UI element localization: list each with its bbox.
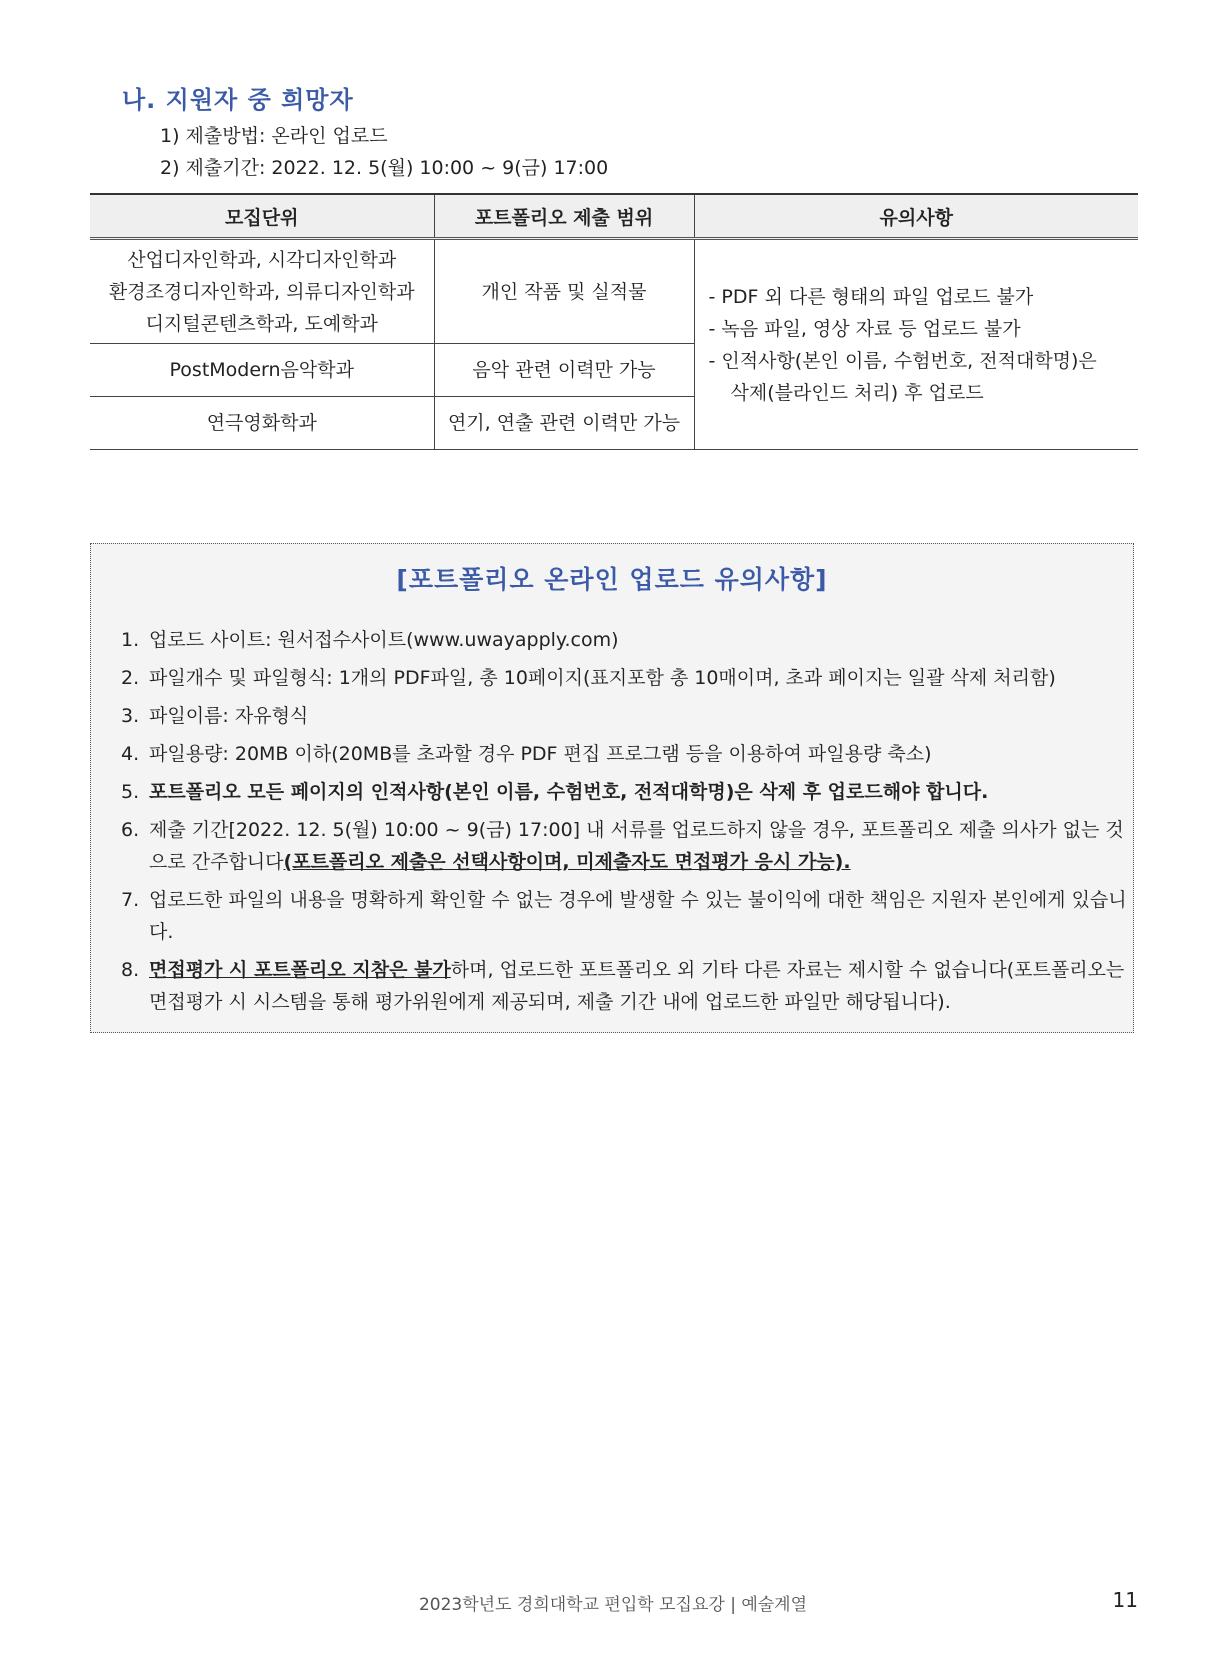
item-text: 파일개수 및 파일형식: 1개의 PDF파일, 총 10페이지(표지포함 총 10매이며, 초과 페이지는 일괄 삭제 처리함) bbox=[149, 667, 1056, 689]
scope-cell: 음악 관련 이력만 가능 bbox=[434, 344, 694, 397]
table-header-row bbox=[90, 194, 1138, 239]
list-item bbox=[121, 814, 1133, 878]
notice-title: [포트폴리오 온라인 업로드 유의사항] bbox=[396, 565, 828, 594]
upload-notice-box bbox=[90, 543, 1134, 1033]
item-number: 8. bbox=[121, 959, 140, 981]
submission-period: 2) 제출기간: 2022. 12. 5(월) 10:00 ~ 9(금) 17:00 bbox=[160, 157, 609, 179]
item-text: 하며, 업로드한 포트폴리오 외 기타 다른 자료는 제시할 수 없습니다(포트폴리오는 면접평가 시 시스템을 통해 평가위원에게 제공되며, 제출 기간 내에 업로드한 파일만 해당됩니다). bbox=[149, 959, 1125, 1013]
item-text: 제출 기간[2022. 12. 5(월) 10:00 ~ 9(금) 17:00] 내 서류를 업로드하지 않을 경우, 포트폴리오 제출 의사가 없는 것으로 간주합니다 bbox=[149, 819, 1124, 873]
item-number: 6. bbox=[121, 819, 140, 841]
header-notes: 유의사항 bbox=[694, 194, 1138, 239]
item-text-emphasis: (포트폴리오 제출은 선택사항이며, 미제출자도 면접평가 응시 가능). bbox=[283, 851, 851, 873]
scope-cell: 개인 작품 및 실적물 bbox=[434, 239, 694, 344]
scope-cell: 연기, 연출 관련 이력만 가능 bbox=[434, 397, 694, 450]
unit-cell: 연극영화학과 bbox=[90, 397, 434, 450]
unit-line: 디지털콘텐츠학과, 도예학과 bbox=[145, 312, 378, 335]
item-number: 2. bbox=[121, 667, 140, 689]
header-scope: 포트폴리오 제출 범위 bbox=[434, 194, 694, 239]
item-number: 3. bbox=[121, 705, 140, 727]
list-item bbox=[121, 776, 1133, 808]
portfolio-table bbox=[90, 193, 1138, 450]
note-line: - 인적사항(본인 이름, 수험번호, 전적대학명)은 bbox=[708, 349, 1097, 372]
footer-text: 2023학년도 경희대학교 편입학 모집요강 | 예술계열 bbox=[418, 1595, 808, 1615]
page-number: 11 bbox=[1112, 1588, 1138, 1612]
item-number: 4. bbox=[121, 743, 140, 765]
unit-cell bbox=[90, 239, 434, 344]
item-text: 포트폴리오 모든 페이지의 인적사항(본인 이름, 수험번호, 전적대학명)은 삭제 후 업로드해야 합니다. bbox=[149, 781, 989, 803]
item-text: 파일용량: 20MB 이하(20MB를 초과할 경우 PDF 편집 프로그램 등을 이용하여 파일용량 축소) bbox=[149, 743, 932, 765]
item-text: 업로드한 파일의 내용을 명확하게 확인할 수 없는 경우에 발생할 수 있는 불이익에 대한 책임은 지원자 본인에게 있습니다. bbox=[149, 889, 1127, 943]
header-unit: 모집단위 bbox=[90, 194, 434, 239]
unit-line: 환경조경디자인학과, 의류디자인학과 bbox=[108, 280, 415, 303]
item-text: 파일이름: 자유형식 bbox=[149, 705, 309, 727]
list-item bbox=[121, 624, 1133, 656]
table-row bbox=[90, 239, 1138, 344]
list-item bbox=[121, 884, 1133, 948]
notice-list bbox=[91, 624, 1133, 1018]
unit-line: 산업디자인학과, 시각디자인학과 bbox=[127, 248, 397, 271]
item-text-emphasis: 면접평가 시 포트폴리오 지참은 불가 bbox=[149, 959, 451, 981]
item-number: 1. bbox=[121, 629, 140, 651]
section-title: 나. 지원자 중 희망자 bbox=[122, 86, 354, 114]
notes-cell bbox=[694, 239, 1138, 450]
list-item bbox=[121, 662, 1133, 694]
note-line: 삭제(블라인드 처리) 후 업로드 bbox=[730, 381, 984, 404]
note-line: - 녹음 파일, 영상 자료 등 업로드 불가 bbox=[708, 317, 1021, 340]
item-number: 7. bbox=[121, 889, 140, 911]
list-item bbox=[121, 954, 1133, 1018]
item-number: 5. bbox=[121, 781, 140, 803]
unit-cell: PostModern음악학과 bbox=[90, 344, 434, 397]
note-line: - PDF 외 다른 형태의 파일 업로드 불가 bbox=[708, 285, 1034, 308]
list-item bbox=[121, 700, 1133, 732]
item-text: 업로드 사이트: 원서접수사이트(www.uwayapply.com) bbox=[149, 629, 619, 651]
list-item bbox=[121, 738, 1133, 770]
submission-method: 1) 제출방법: 온라인 업로드 bbox=[160, 125, 388, 147]
